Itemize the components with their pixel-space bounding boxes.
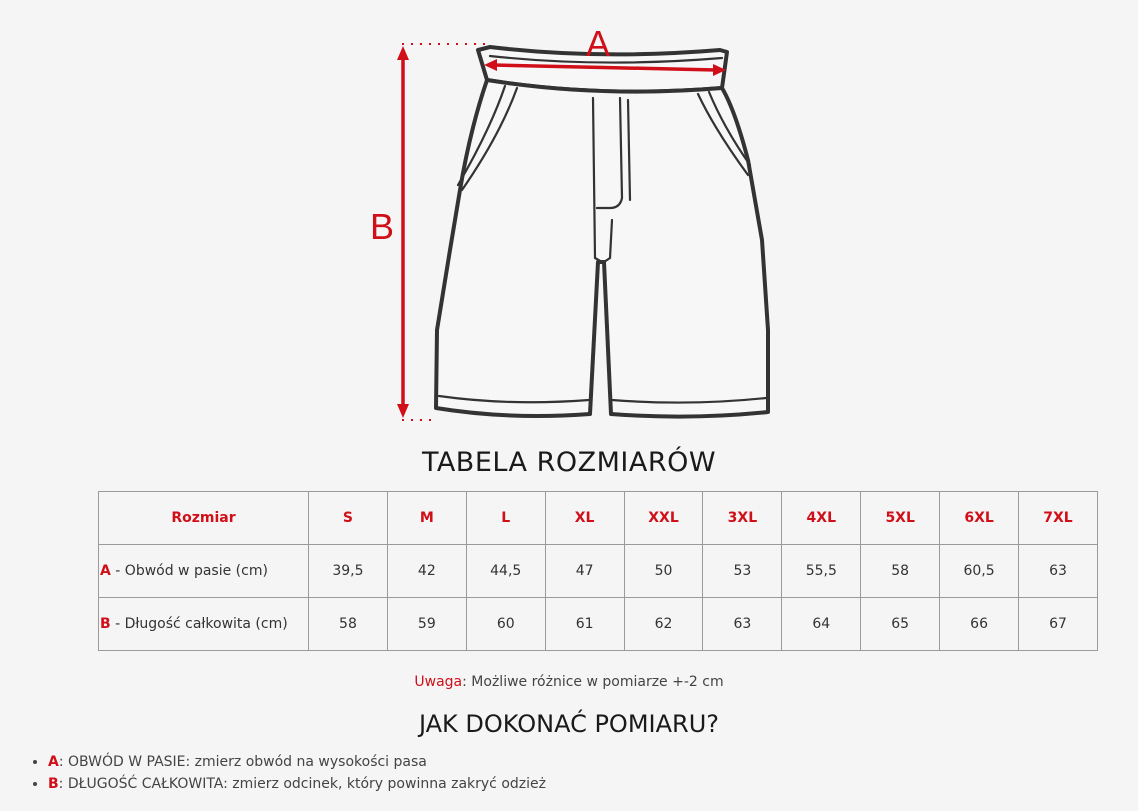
shorts-outline [436,47,768,417]
table-header-row [99,492,1098,545]
how-to-title: JAK DOKONAĆ POMIARU? [418,710,719,738]
size-col: 4XL [782,492,861,545]
row-label-text: - Obwód w pasie (cm) [110,563,268,579]
label-a: A [585,23,611,64]
step-text: : OBWÓD W PASIE: zmierz obwód na wysokości pasa [58,754,427,770]
table-cell: 60 [466,598,545,651]
table-cell: 53 [703,545,782,598]
measure-steps [30,751,546,795]
table-cell: 59 [387,598,466,651]
table-cell: 63 [1019,545,1098,598]
table-cell: 42 [387,545,466,598]
row-key: A [100,563,111,579]
list-item [48,751,546,773]
note-prefix: Uwaga [414,674,463,690]
table-cell: 61 [545,598,624,651]
header-label: Rozmiar [99,492,309,545]
size-col: XXL [624,492,703,545]
table-cell: 66 [940,598,1019,651]
size-table [98,491,1098,651]
size-col: M [387,492,466,545]
table-cell: 44,5 [466,545,545,598]
table-cell: 39,5 [309,545,388,598]
row-key: B [100,616,111,632]
row-label-text: - Długość całkowita (cm) [110,616,288,632]
table-cell: 63 [703,598,782,651]
step-key: B [48,776,59,792]
size-col: L [466,492,545,545]
row-label [99,598,309,651]
size-col: S [309,492,388,545]
table-cell: 67 [1019,598,1098,651]
table-cell: 50 [624,545,703,598]
table-cell: 55,5 [782,545,861,598]
size-col: 5XL [861,492,940,545]
table-cell: 60,5 [940,545,1019,598]
size-col: 3XL [703,492,782,545]
table-cell: 47 [545,545,624,598]
label-b: B [369,206,395,247]
table-cell: 58 [309,598,388,651]
table-cell: 65 [861,598,940,651]
size-table-title: TABELA ROZMIARÓW [421,447,717,478]
measurement-note [0,674,1138,690]
table-row [99,545,1098,598]
table-cell: 62 [624,598,703,651]
size-col: 6XL [940,492,1019,545]
table-cell: 64 [782,598,861,651]
size-col: 7XL [1019,492,1098,545]
table-row [99,598,1098,651]
row-label [99,545,309,598]
length-measure-arrow [397,46,409,418]
note-text: : Możliwe różnice w pomiarze +-2 cm [462,674,724,690]
table-cell: 58 [861,545,940,598]
list-item [48,773,546,795]
size-col: XL [545,492,624,545]
step-key: A [48,754,59,770]
step-text: : DŁUGOŚĆ CAŁKOWITA: zmierz odcinek, który powinna zakryć odzież [58,776,546,792]
